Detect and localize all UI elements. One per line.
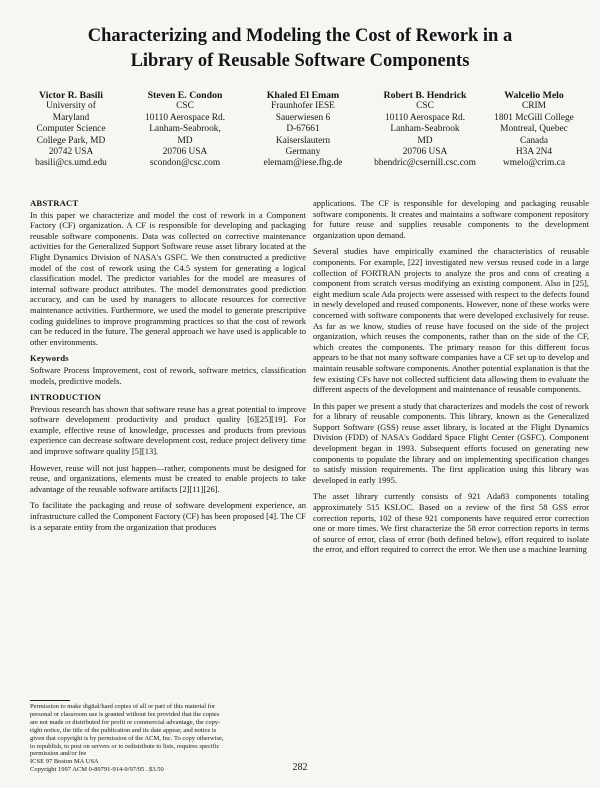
author-el-emam: Khaled El Emam Fraunhofer IESE Sauerwiesen 6 D-67661 Kaiserslautern Germany elemam@iese.fhg.de <box>263 90 343 169</box>
intro-paragraph-2: However, reuse will not just happen—rather, components must be designed for reuse, and organizations, elements must be created to enable projects to take advantage of the reusable software artifacts [2][11][26]. <box>30 462 306 494</box>
right-paragraph-3: In this paper we present a study that characterizes and models the cost of rework for a library of reusable components. This library, known as the Generalized Support Software (GSS) reuse asset library, is located at the Flight Dynamics Division (FDD) of NASA's Goddard Space Flight Center (GSFC). Component development began in 1993. Subsequent efforts focused on generating new components to populate the library and on implementing specification changes to satisfy mission requirements. The first application using this library was developed in early 1995. <box>313 400 589 485</box>
abstract-text: In this paper we characterize and model the cost of rework in a Component Factory (CF) organization. A CF is responsible for developing and packaging reusable software components. Data was collected on corrective maintenance activities for the Generalized Support Software reuse asset library located at the Flight Dynamics Division of NASA's GSFC. We then constructed a predictive model of the cost of rework using the C4.5 system for generating a logical classification model. The predictor variables for the model are measures of internal software product attributes. The model demonstrates good prediction accuracy, and can be used by managers to allocate resources for corrective maintenance activities. Furthermore, we used the model to generate prescriptive coding guidelines to improve programming practices so that the cost of rework can be reduced in the future. The general approach we have used is applicable to other environments. <box>30 209 306 347</box>
title-line-2: Library of Reusable Software Components <box>130 51 470 71</box>
author-block <box>28 90 588 170</box>
intro-paragraph-3: To facilitate the packaging and reuse of software development experience, an infrastructure called the Component Factory (CF) has been proposed [4]. The CF is a separate entity from the organization that produces <box>30 500 306 532</box>
permission-notice: Permission to make digital/hard copies of all or part of this material for personal or classroom use is granted without fee provided that the copies are not made or distributed for profit or commercial advantage, the copy- right notice, the title of the publication and its date appear, and notice is given that copyright is by permission of the ACM, Inc. To copy otherwise, to republish, to post on servers or to redistribute to lists, requires specific permission and/or fee ICSE 97 Boston MA USA Copyright 1997 ACM 0-89791-914-9/97/05 ..$3.50 <box>30 700 306 774</box>
left-column <box>30 198 306 538</box>
right-paragraph-4: The asset library currently consists of 921 Ada83 components totaling approximately 515 KSLOC. Based on a review of the first 58 GSS error correction reports, 102 of these 921 components have required error correction one or more times. We first characterize the 58 error correction reports in terms of source of error, class of error (both defined below), effort required to isolate the error, and effort required to correct the error. We then use a machine learning <box>313 491 589 555</box>
footnote-rule <box>30 700 70 701</box>
title-line-1: Characterizing and Modeling the Cost of Rework in a <box>87 26 513 46</box>
paper-title <box>30 24 570 74</box>
introduction-heading: INTRODUCTION <box>30 392 102 403</box>
author-hendrick: Robert B. Hendrick CSC 10110 Aerospace Rd. Lanham-Seabrook MD 20706 USA bhendric@csernill.csc.com <box>374 90 476 169</box>
right-column <box>313 198 589 561</box>
right-paragraph-2: Several studies have empirically examined the characteristics of reusable components. For example, [22] investigated new versus reused code in a large collection of FORTRAN projects to analyze the pros and cons of creating a component from scratch versus modifying an existing component. Also in [25], eight medium scale Ada projects were assessed with respect to the defects found in newly developed and reused components. However, none of these works were concerned with software components that were developed exclusively for reuse. As far as we know, studies of reuse have focused on the side of the project organization, which reuses the components, rather than on the side of the CF, which creates the components. The primary reason for this different focus appears to be that not many software companies have a CF set up to develop and maintain reusable software components. Another potential explanation is that the few existing CFs have not collected sufficient data allowing them to evaluate the different aspects of the development and maintenance of reusable components. <box>313 246 589 395</box>
keywords-heading: Keywords <box>30 353 69 364</box>
author-condon: Steven E. Condon CSC 10110 Aerospace Rd. Lanham-Seabrook, MD 20706 USA scondon@csc.com <box>144 90 226 169</box>
intro-paragraph-1: Previous research has shown that software reuse has a great potential to improve software development productivity and product quality [6][25][19]. For example, effective reuse of knowledge, processes and products from previous experience can decrease software development cost, reduce project delivery time and improve software quality [5][13]. <box>30 403 306 457</box>
author-melo: Walcelio Melo CRIM 1801 McGill College Montreal, Quebec Canada H3A 2N4 wmelo@crim.ca <box>494 90 574 169</box>
abstract-heading: ABSTRACT <box>30 198 79 208</box>
page-number: 282 <box>292 762 308 773</box>
right-paragraph-1: applications. The CF is responsible for developing and packaging reusable software components. It creates and maintains a software component repository for future reuse and supplies reusable components to the development organization upon demand. <box>313 198 589 240</box>
author-basili: Victor R. Basili University of Maryland Computer Science College Park, MD 20742 USA basili@cs.umd.edu <box>35 90 107 169</box>
keywords-text: Software Process Improvement, cost of rework, software metrics, classification models, predictive models. <box>30 364 306 386</box>
